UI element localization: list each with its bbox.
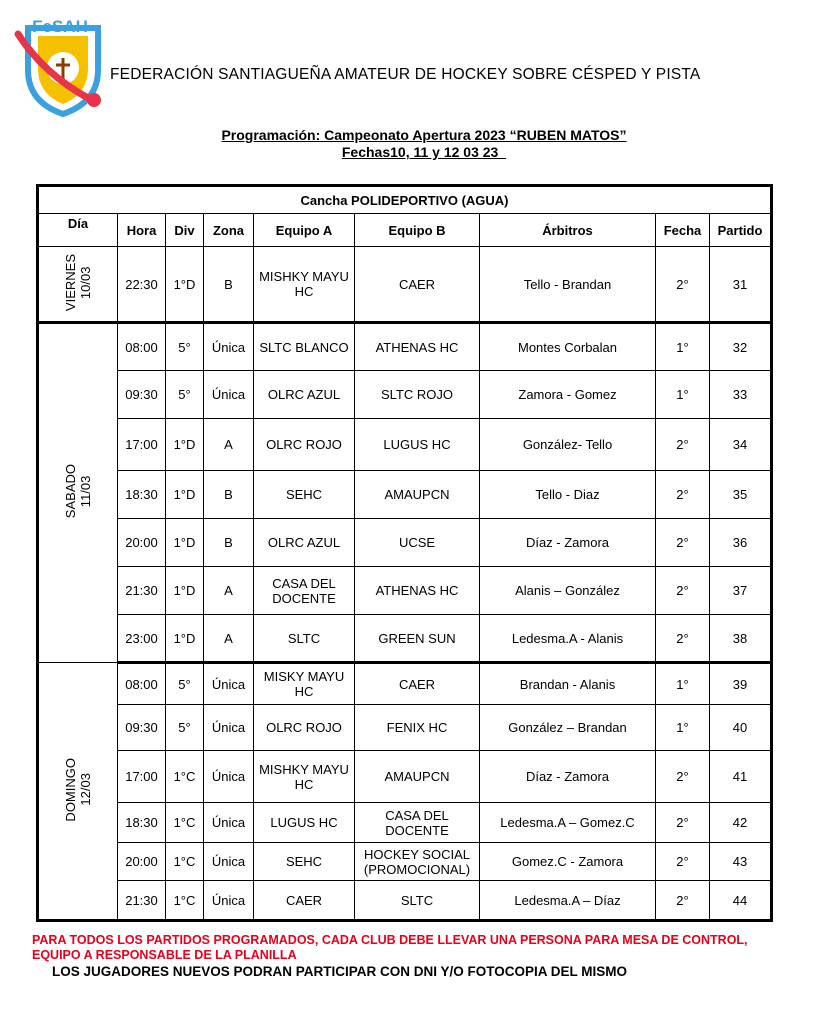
cell-arbitros: Zamora - Gomez <box>480 371 656 419</box>
fesah-logo <box>14 14 106 118</box>
cell-arbitros: Alanis – González <box>480 567 656 615</box>
cell-fecha: 2° <box>656 519 710 567</box>
cell-div: 1°C <box>166 881 204 921</box>
cell-hora: 08:00 <box>118 663 166 705</box>
col-header-equipo-a: Equipo A <box>254 214 355 247</box>
cell-hora: 20:00 <box>118 843 166 881</box>
cell-fecha: 2° <box>656 615 710 663</box>
cell-hora: 09:30 <box>118 371 166 419</box>
cell-equipo-a: SLTC <box>254 615 355 663</box>
cell-equipo-a: SLTC BLANCO <box>254 323 355 371</box>
match-row <box>38 705 772 751</box>
venue-row <box>38 186 772 214</box>
match-row <box>38 471 772 519</box>
day-label: SABADO 11/03 <box>38 323 118 663</box>
notice-red: PARA TODOS LOS PARTIDOS PROGRAMADOS, CADA CLUB DEBE LLEVAR UNA PERSONA PARA MESA DE CONTROL, EQUIPO A RESPONSABLE DE LA PLANILLA <box>32 933 748 962</box>
cell-zona: B <box>204 247 254 323</box>
cell-div: 1°D <box>166 567 204 615</box>
match-row <box>38 519 772 567</box>
cell-div: 1°D <box>166 615 204 663</box>
organization-title: FEDERACIÓN SANTIAGUEÑA AMATEUR DE HOCKEY SOBRE CÉSPED Y PISTA <box>110 66 701 83</box>
cell-fecha: 2° <box>656 843 710 881</box>
cell-div: 5° <box>166 663 204 705</box>
cell-arbitros: Tello - Brandan <box>480 247 656 323</box>
match-row <box>38 615 772 663</box>
cell-equipo-b: FENIX HC <box>355 705 480 751</box>
cell-div: 1°D <box>166 471 204 519</box>
cell-fecha: 2° <box>656 567 710 615</box>
cell-partido: 35 <box>710 471 772 519</box>
match-row <box>38 663 772 705</box>
cell-hora: 17:00 <box>118 419 166 471</box>
cell-div: 5° <box>166 323 204 371</box>
cell-arbitros: Ledesma.A - Alanis <box>480 615 656 663</box>
cell-zona: A <box>204 567 254 615</box>
cell-arbitros: Ledesma.A – Díaz <box>480 881 656 921</box>
cell-hora: 22:30 <box>118 247 166 323</box>
cell-equipo-a: LUGUS HC <box>254 803 355 843</box>
col-header-div: Div <box>166 214 204 247</box>
cell-equipo-b: CAER <box>355 247 480 323</box>
cell-arbitros: Díaz - Zamora <box>480 519 656 567</box>
col-header-hora: Hora <box>118 214 166 247</box>
cell-zona: Única <box>204 803 254 843</box>
cell-equipo-b: SLTC <box>355 881 480 921</box>
cell-hora: 21:30 <box>118 567 166 615</box>
cell-equipo-b: GREEN SUN <box>355 615 480 663</box>
cell-hora: 23:00 <box>118 615 166 663</box>
cell-equipo-a: OLRC ROJO <box>254 705 355 751</box>
cell-div: 1°C <box>166 843 204 881</box>
cell-equipo-a: CASA DEL DOCENTE <box>254 567 355 615</box>
cell-partido: 44 <box>710 881 772 921</box>
cell-equipo-b: LUGUS HC <box>355 419 480 471</box>
col-header-arbitros: Árbitros <box>480 214 656 247</box>
cell-partido: 32 <box>710 323 772 371</box>
cell-partido: 33 <box>710 371 772 419</box>
day-label: DOMINGO 12/03 <box>38 663 118 921</box>
cell-fecha: 2° <box>656 881 710 921</box>
cell-div: 1°C <box>166 803 204 843</box>
col-header-zona: Zona <box>204 214 254 247</box>
cell-fecha: 2° <box>656 247 710 323</box>
cell-arbitros: González- Tello <box>480 419 656 471</box>
cell-fecha: 1° <box>656 663 710 705</box>
cell-zona: Única <box>204 705 254 751</box>
cell-hora: 08:00 <box>118 323 166 371</box>
logo-text: FeSAH <box>32 17 88 36</box>
cell-zona: Única <box>204 843 254 881</box>
cell-partido: 40 <box>710 705 772 751</box>
cell-equipo-a: OLRC AZUL <box>254 371 355 419</box>
cell-div: 1°D <box>166 519 204 567</box>
cell-partido: 31 <box>710 247 772 323</box>
match-row <box>38 803 772 843</box>
cell-equipo-b: HOCKEY SOCIAL (PROMOCIONAL) <box>355 843 480 881</box>
cell-zona: Única <box>204 323 254 371</box>
cell-arbitros: Díaz - Zamora <box>480 751 656 803</box>
col-header-partido: Partido <box>710 214 772 247</box>
cell-equipo-a: CAER <box>254 881 355 921</box>
cell-partido: 43 <box>710 843 772 881</box>
schedule-title: Programación: Campeonato Apertura 2023 “RUBEN MATOS” <box>221 127 627 143</box>
notice-black: LOS JUGADORES NUEVOS PODRAN PARTICIPAR CON DNI Y/O FOTOCOPIA DEL MISMO <box>52 964 628 979</box>
cell-fecha: 1° <box>656 705 710 751</box>
cell-equipo-b: CASA DEL DOCENTE <box>355 803 480 843</box>
cell-equipo-a: OLRC ROJO <box>254 419 355 471</box>
match-row <box>38 371 772 419</box>
cell-equipo-a: SEHC <box>254 843 355 881</box>
cell-equipo-b: CAER <box>355 663 480 705</box>
cell-equipo-b: SLTC ROJO <box>355 371 480 419</box>
cell-fecha: 2° <box>656 471 710 519</box>
cell-zona: Única <box>204 663 254 705</box>
cell-fecha: 1° <box>656 371 710 419</box>
cell-arbitros: Montes Corbalan <box>480 323 656 371</box>
cell-arbitros: González – Brandan <box>480 705 656 751</box>
cell-div: 1°C <box>166 751 204 803</box>
cell-equipo-a: MISHKY MAYU HC <box>254 751 355 803</box>
cell-partido: 38 <box>710 615 772 663</box>
header-row <box>38 214 772 247</box>
cell-zona: Única <box>204 751 254 803</box>
cell-hora: 21:30 <box>118 881 166 921</box>
cell-equipo-b: AMAUPCN <box>355 751 480 803</box>
cell-zona: A <box>204 419 254 471</box>
cell-zona: Única <box>204 881 254 921</box>
cell-zona: B <box>204 519 254 567</box>
cell-fecha: 2° <box>656 751 710 803</box>
cell-arbitros: Brandan - Alanis <box>480 663 656 705</box>
cell-div: 5° <box>166 371 204 419</box>
cell-fecha: 1° <box>656 323 710 371</box>
cell-equipo-a: MISHKY MAYU HC <box>254 247 355 323</box>
cell-equipo-a: MISKY MAYU HC <box>254 663 355 705</box>
cell-partido: 36 <box>710 519 772 567</box>
schedule-table <box>36 184 773 922</box>
match-row <box>38 881 772 921</box>
cell-arbitros: Tello - Diaz <box>480 471 656 519</box>
match-row <box>38 567 772 615</box>
cell-div: 1°D <box>166 419 204 471</box>
cell-equipo-a: SEHC <box>254 471 355 519</box>
venue-label: Cancha POLIDEPORTIVO (AGUA) <box>38 186 772 214</box>
cell-equipo-b: ATHENAS HC <box>355 323 480 371</box>
match-row <box>38 843 772 881</box>
cell-partido: 41 <box>710 751 772 803</box>
cell-arbitros: Ledesma.A – Gomez.C <box>480 803 656 843</box>
cell-zona: Única <box>204 371 254 419</box>
cell-div: 1°D <box>166 247 204 323</box>
cell-div: 5° <box>166 705 204 751</box>
cell-arbitros: Gomez.C - Zamora <box>480 843 656 881</box>
cell-equipo-a: OLRC AZUL <box>254 519 355 567</box>
cell-partido: 39 <box>710 663 772 705</box>
cell-equipo-b: UCSE <box>355 519 480 567</box>
day-label: VIERNES 10/03 <box>38 247 118 323</box>
col-header-dia: Día <box>38 214 118 247</box>
schedule-dates: Fechas10, 11 y 12 03 23 <box>341 144 507 160</box>
cell-hora: 09:30 <box>118 705 166 751</box>
match-row <box>38 247 772 323</box>
cell-zona: A <box>204 615 254 663</box>
cell-hora: 18:30 <box>118 471 166 519</box>
cell-hora: 18:30 <box>118 803 166 843</box>
cell-hora: 20:00 <box>118 519 166 567</box>
match-row <box>38 419 772 471</box>
cell-equipo-b: AMAUPCN <box>355 471 480 519</box>
cell-fecha: 2° <box>656 419 710 471</box>
cell-partido: 37 <box>710 567 772 615</box>
col-header-fecha: Fecha <box>656 214 710 247</box>
col-header-equipo-b: Equipo B <box>355 214 480 247</box>
match-row <box>38 751 772 803</box>
cell-hora: 17:00 <box>118 751 166 803</box>
cell-partido: 34 <box>710 419 772 471</box>
match-row <box>38 323 772 371</box>
cell-partido: 42 <box>710 803 772 843</box>
cell-equipo-b: ATHENAS HC <box>355 567 480 615</box>
cell-zona: B <box>204 471 254 519</box>
cell-fecha: 2° <box>656 803 710 843</box>
